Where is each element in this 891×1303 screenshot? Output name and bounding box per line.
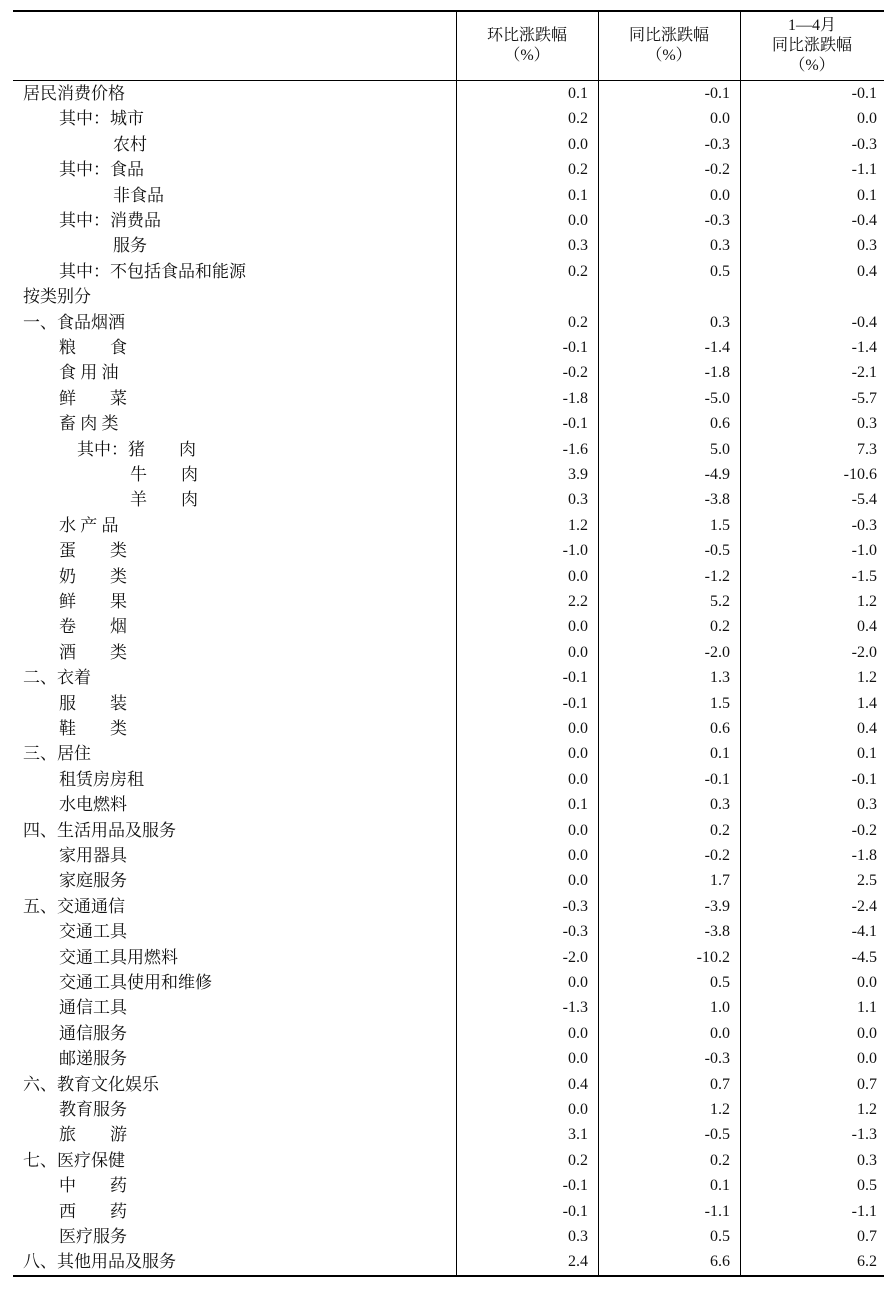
table-row (13, 995, 884, 1020)
row-label: 鲜 果 (59, 592, 127, 611)
table-row (13, 284, 884, 309)
ytd-value-cell: 0.7 (857, 1228, 877, 1245)
header-line: 同比涨跌幅 (771, 37, 852, 54)
mom-value-cell: -0.3 (562, 923, 588, 941)
table-row (13, 310, 884, 335)
ytd-value-cell: 1.2 (857, 1101, 877, 1118)
row-label: 农村 (113, 134, 147, 154)
ytd-value-cell: -2.0 (851, 643, 877, 661)
mom-value-cell: 0.1 (568, 186, 588, 204)
mom-value-cell: -0.1 (562, 415, 588, 433)
ytd-value-cell: -1.3 (851, 1126, 877, 1144)
row-label: 西 药 (59, 1201, 127, 1221)
ytd-value-cell: -0.3 (851, 516, 877, 534)
yoy-value-cell: -0.2 (704, 161, 730, 179)
ytd-value-cell: -1.0 (851, 542, 877, 560)
table-row (13, 818, 884, 843)
yoy-value-cell: 1.5 (710, 694, 730, 712)
yoy-value-cell: -5.0 (704, 389, 730, 407)
yoy-value-cell: 1.0 (710, 999, 730, 1017)
row-label: 鞋 类 (59, 719, 127, 738)
mom-value-cell: 0.4 (568, 1075, 588, 1093)
ytd-value-cell: 0.4 (857, 720, 877, 737)
table-row (13, 1148, 884, 1173)
table-row (13, 487, 884, 512)
row-label: 医疗服务 (59, 1227, 127, 1246)
row-label: 邮递服务 (59, 1049, 127, 1069)
row-label: 水电燃料 (59, 795, 127, 815)
yoy-value-cell: 6.6 (710, 1253, 730, 1271)
row-label: 通信工具 (59, 998, 127, 1018)
table-row (13, 919, 884, 944)
header-yoy-change (598, 12, 740, 80)
yoy-value-cell: 0.7 (710, 1075, 730, 1093)
yoy-value-cell: 0.0 (710, 110, 730, 128)
ytd-value-cell: -1.4 (851, 339, 877, 356)
mom-value-cell: -1.6 (562, 440, 588, 458)
yoy-value-cell: 0.2 (710, 821, 730, 839)
yoy-value-cell: 0.5 (710, 974, 730, 991)
mom-value-cell: 2.4 (568, 1253, 588, 1271)
row-label: 粮 食 (59, 338, 127, 357)
mom-value-cell: 0.0 (568, 1050, 588, 1068)
ytd-value-cell: 0.3 (857, 237, 877, 255)
mom-value-cell: 0.0 (568, 135, 588, 153)
yoy-value-cell: 5.2 (710, 593, 730, 610)
mom-value-cell: 0.2 (568, 161, 588, 179)
ytd-value-cell: -1.5 (851, 567, 877, 585)
row-label: 按类别分 (23, 287, 91, 307)
mom-value-cell: 0.2 (568, 1151, 588, 1169)
row-label: 其中：猪 肉 (77, 439, 196, 459)
mom-value-cell: 0.3 (568, 1228, 588, 1245)
row-label: 八、其他用品及服务 (23, 1252, 176, 1272)
ytd-value-cell: 0.7 (857, 1075, 877, 1093)
mom-value-cell: -0.1 (562, 669, 588, 687)
table-row (13, 1046, 884, 1071)
table-row (13, 183, 884, 208)
yoy-value-cell: 0.3 (710, 313, 730, 331)
table-row (13, 767, 884, 792)
table-row (13, 259, 884, 284)
row-label: 其中：不包括食品和能源 (59, 261, 246, 281)
table-row (13, 665, 884, 690)
yoy-value-cell: -10.2 (696, 948, 730, 966)
yoy-value-cell: 1.5 (710, 516, 730, 534)
ytd-value-cell: 0.0 (857, 1050, 877, 1068)
mom-value-cell: -2.0 (562, 948, 588, 966)
ytd-value-cell: 0.3 (857, 415, 877, 433)
yoy-value-cell: 0.3 (710, 237, 730, 255)
ytd-value-cell: 0.0 (857, 974, 877, 991)
table-row (13, 1021, 884, 1046)
mom-value-cell: 0.2 (568, 262, 588, 280)
mom-value-cell: -0.1 (562, 1177, 588, 1195)
mom-value-cell: 0.2 (568, 313, 588, 331)
yoy-value-cell: -1.2 (704, 567, 730, 585)
yoy-value-cell: 0.1 (710, 745, 730, 763)
row-label: 畜 肉 类 (59, 414, 119, 434)
yoy-value-cell: 0.0 (710, 186, 730, 204)
table-row (13, 614, 884, 639)
mom-value-cell: 0.0 (568, 847, 588, 864)
row-label: 羊 肉 (130, 490, 198, 510)
ytd-value-cell: -2.4 (851, 897, 877, 915)
mom-value-cell: 0.0 (568, 745, 588, 763)
yoy-value-cell: -3.8 (704, 491, 730, 509)
mom-value-cell: -1.0 (562, 542, 588, 560)
ytd-value-cell: 1.2 (857, 669, 877, 687)
row-label: 家庭服务 (59, 871, 127, 891)
ytd-value-cell: -1.1 (851, 161, 877, 179)
row-label: 牛 肉 (130, 465, 198, 484)
yoy-value-cell: 5.0 (710, 440, 730, 458)
ytd-value-cell: 1.2 (857, 593, 877, 610)
table-row (13, 741, 884, 766)
mom-value-cell: 0.2 (568, 110, 588, 128)
yoy-value-cell: 1.2 (710, 1101, 730, 1118)
table-row (13, 538, 884, 563)
mom-value-cell: 0.0 (568, 212, 588, 229)
table-row (13, 513, 884, 538)
row-label: 鲜 菜 (59, 388, 127, 408)
ytd-value-cell: -0.1 (851, 770, 877, 788)
yoy-value-cell: 0.6 (710, 720, 730, 737)
row-label: 三、居住 (23, 744, 91, 764)
table-row (13, 132, 884, 157)
table-row (13, 208, 884, 233)
table-row (13, 1249, 884, 1274)
table-row (13, 1199, 884, 1224)
mom-value-cell: 0.0 (568, 770, 588, 788)
row-label: 酒 类 (59, 642, 127, 662)
yoy-value-cell: 1.7 (710, 872, 730, 890)
yoy-value-cell: -0.1 (704, 770, 730, 788)
row-label: 中 药 (59, 1176, 127, 1196)
ytd-value-cell: -5.7 (851, 389, 877, 407)
header-line: 同比涨跌幅 (628, 27, 709, 44)
row-label: 交通工具 (59, 922, 127, 942)
mom-value-cell: 0.0 (568, 567, 588, 585)
row-label: 五、交通通信 (23, 896, 125, 916)
cpi-table (13, 10, 884, 1277)
row-label: 交通工具用燃料 (59, 947, 178, 967)
table-row (13, 1173, 884, 1198)
table-row (13, 1224, 884, 1249)
ytd-value-cell: -0.4 (851, 212, 877, 229)
mom-value-cell: 3.9 (568, 466, 588, 483)
ytd-value-cell: -2.1 (851, 364, 877, 382)
yoy-value-cell: 0.6 (710, 415, 730, 433)
yoy-value-cell: -1.4 (704, 339, 730, 356)
mom-value-cell: 0.0 (568, 974, 588, 991)
table-row (13, 1072, 884, 1097)
row-label: 卷 烟 (59, 617, 127, 637)
mom-value-cell: 0.3 (568, 237, 588, 255)
row-label: 一、食品烟酒 (23, 312, 125, 332)
yoy-value-cell: -0.1 (704, 85, 730, 102)
ytd-value-cell: -10.6 (843, 466, 877, 483)
table-row (13, 589, 884, 614)
yoy-value-cell: -3.9 (704, 897, 730, 915)
header-line: （%） (789, 57, 835, 74)
row-label: 食 用 油 (59, 363, 119, 383)
ytd-value-cell: 0.3 (857, 1151, 877, 1169)
header-line: （%） (504, 47, 550, 64)
header-line: 环比涨跌幅 (486, 27, 567, 44)
yoy-value-cell: -4.9 (704, 466, 730, 483)
ytd-value-cell: -1.8 (851, 847, 877, 864)
table-row (13, 157, 884, 182)
yoy-value-cell: -1.8 (704, 364, 730, 382)
yoy-value-cell: 1.3 (710, 669, 730, 687)
yoy-value-cell: -0.3 (704, 1050, 730, 1068)
table-row (13, 970, 884, 995)
ytd-value-cell: -0.3 (851, 135, 877, 153)
yoy-value-cell: -2.0 (704, 643, 730, 661)
table-row (13, 843, 884, 868)
header-line: （%） (646, 47, 692, 64)
ytd-value-cell: -0.2 (851, 821, 877, 839)
yoy-value-cell: -0.3 (704, 135, 730, 153)
mom-value-cell: 0.0 (568, 872, 588, 890)
table-row (13, 233, 884, 258)
table-row (13, 1097, 884, 1122)
table-row (13, 411, 884, 436)
mom-value-cell: 0.0 (568, 821, 588, 839)
mom-value-cell: -0.3 (562, 897, 588, 915)
yoy-value-cell: 0.5 (710, 262, 730, 280)
yoy-value-cell: 0.0 (710, 1024, 730, 1042)
table-row (13, 462, 884, 487)
mom-value-cell: -1.3 (562, 999, 588, 1017)
row-label: 非食品 (113, 185, 164, 205)
mom-value-cell: 3.1 (568, 1126, 588, 1144)
table-row (13, 945, 884, 970)
ytd-value-cell: -1.1 (851, 1202, 877, 1220)
ytd-value-cell: -0.1 (851, 85, 877, 102)
header-mom-change (456, 12, 598, 80)
table-row (13, 640, 884, 665)
ytd-value-cell: 0.0 (857, 110, 877, 128)
header-ytd-yoy-change (740, 12, 884, 80)
row-label: 六、教育文化娱乐 (23, 1074, 159, 1094)
row-label: 其中：城市 (59, 109, 144, 129)
ytd-value-cell: -4.5 (851, 948, 877, 966)
table-row (13, 437, 884, 462)
ytd-value-cell: 0.4 (857, 262, 877, 280)
ytd-value-cell: 6.2 (857, 1253, 877, 1271)
mom-value-cell: 0.0 (568, 720, 588, 737)
row-label: 旅 游 (59, 1125, 127, 1145)
table-row (13, 106, 884, 131)
table-row (13, 360, 884, 385)
table-row (13, 81, 884, 106)
ytd-value-cell: 0.0 (857, 1024, 877, 1042)
yoy-value-cell: -0.3 (704, 212, 730, 229)
ytd-value-cell: 1.1 (857, 999, 877, 1017)
yoy-value-cell: 0.5 (710, 1228, 730, 1245)
ytd-value-cell: 1.4 (857, 694, 877, 712)
mom-value-cell: -0.1 (562, 339, 588, 356)
mom-value-cell: -1.8 (562, 389, 588, 407)
ytd-value-cell: -5.4 (851, 491, 877, 509)
ytd-value-cell: -4.1 (851, 923, 877, 941)
row-label: 其中：食品 (59, 160, 144, 180)
table-row (13, 691, 884, 716)
mom-value-cell: -0.1 (562, 694, 588, 712)
yoy-value-cell: -1.1 (704, 1202, 730, 1220)
ytd-value-cell: 0.5 (857, 1177, 877, 1195)
table-row (13, 1122, 884, 1147)
mom-value-cell: -0.1 (562, 1202, 588, 1220)
mom-value-cell: 0.3 (568, 491, 588, 509)
row-label: 居民消费价格 (23, 84, 125, 103)
yoy-value-cell: 0.1 (710, 1177, 730, 1195)
row-label: 租赁房房租 (59, 769, 144, 789)
mom-value-cell: 0.1 (568, 85, 588, 102)
row-label: 服 装 (59, 693, 127, 713)
ytd-value-cell: 2.5 (857, 872, 877, 890)
mom-value-cell: 1.2 (568, 516, 588, 534)
table-row (13, 564, 884, 589)
row-label: 蛋 类 (59, 541, 127, 561)
header-line: 1—4月 (787, 17, 836, 34)
ytd-value-cell: 0.4 (857, 618, 877, 636)
row-label: 交通工具使用和维修 (59, 973, 212, 992)
ytd-value-cell: 0.1 (857, 745, 877, 763)
ytd-value-cell: 0.3 (857, 796, 877, 814)
yoy-value-cell: 0.2 (710, 1151, 730, 1169)
row-label: 二、衣着 (23, 668, 91, 688)
ytd-value-cell: 7.3 (857, 440, 877, 458)
mom-value-cell: 0.0 (568, 1024, 588, 1042)
yoy-value-cell: -0.2 (704, 847, 730, 864)
table-row (13, 716, 884, 741)
row-label: 通信服务 (59, 1023, 127, 1043)
mom-value-cell: 0.1 (568, 796, 588, 814)
yoy-value-cell: 0.2 (710, 618, 730, 636)
row-label: 奶 类 (59, 566, 127, 586)
mom-value-cell: -0.2 (562, 364, 588, 382)
row-label: 七、医疗保健 (23, 1150, 125, 1170)
ytd-value-cell: -0.4 (851, 313, 877, 331)
row-label: 水 产 品 (59, 515, 119, 535)
row-label: 四、生活用品及服务 (23, 820, 176, 840)
yoy-value-cell: -0.5 (704, 542, 730, 560)
mom-value-cell: 0.0 (568, 618, 588, 636)
table-row (13, 335, 884, 360)
table-row (13, 792, 884, 817)
row-label: 教育服务 (59, 1100, 127, 1119)
mom-value-cell: 2.2 (568, 593, 588, 610)
mom-value-cell: 0.0 (568, 1101, 588, 1118)
table-row (13, 868, 884, 893)
yoy-value-cell: -3.8 (704, 923, 730, 941)
ytd-value-cell: 0.1 (857, 186, 877, 204)
row-label: 其中：消费品 (59, 211, 161, 230)
yoy-value-cell: 0.3 (710, 796, 730, 814)
row-label: 服务 (113, 236, 147, 256)
row-label: 家用器具 (59, 846, 127, 865)
yoy-value-cell: -0.5 (704, 1126, 730, 1144)
table-row (13, 386, 884, 411)
table-row (13, 894, 884, 919)
mom-value-cell: 0.0 (568, 643, 588, 661)
